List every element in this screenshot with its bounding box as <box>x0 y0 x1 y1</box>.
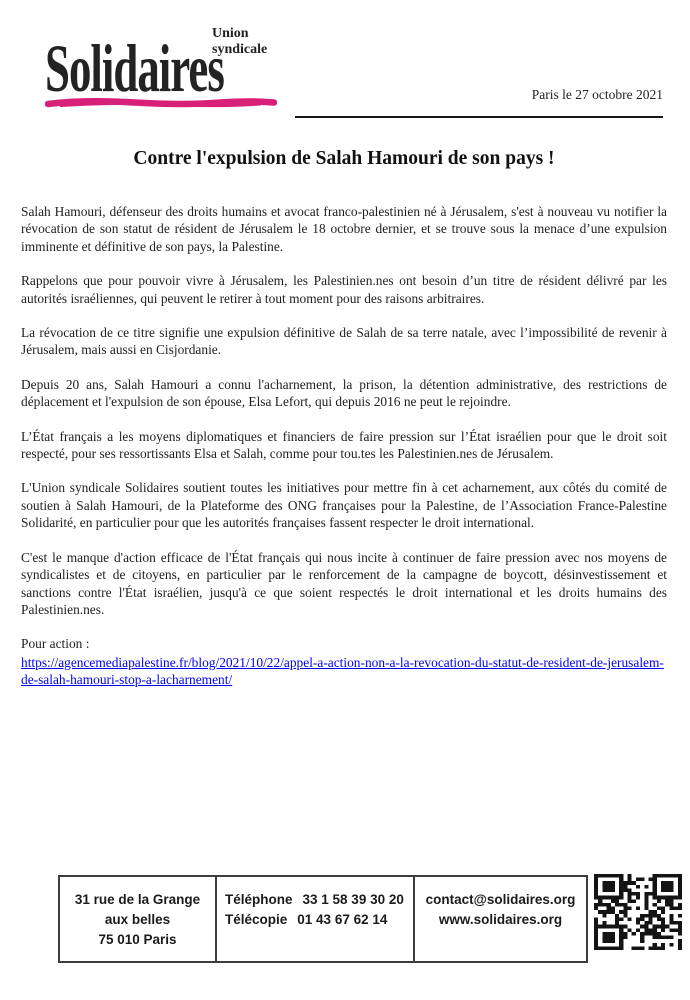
website-url: www.solidaires.org <box>438 912 563 927</box>
action-label: Pour action : <box>21 636 90 652</box>
body-paragraph: Rappelons que pour pouvoir vivre à Jérusalem, les Palestinien.nes ont besoin d’un titre de résident délivré par les autorités israéliennes, qui peuvent le retirer à tout moment pour des raisons arbitraires. <box>21 273 667 306</box>
page-title: Contre l'expulsion de Salah Hamouri de son pays ! <box>133 148 555 169</box>
logo-syndicale-line: syndicale <box>212 41 268 57</box>
address-line: 31 rue de la Grange <box>74 892 201 907</box>
address-line: aux belles <box>104 912 171 927</box>
footer-address-cell <box>60 877 215 961</box>
letter-body <box>21 203 667 689</box>
logo-union-line: Union <box>212 26 249 41</box>
body-paragraph: L’État français a les moyens diplomatiques et financiers de faire pression sur l’État israélien pour que le droit soit respecté, pour ses ressortissants Elsa et Salah, comme pour tou.tes les Palestinien.nes de Jérusalem. <box>21 428 667 462</box>
phone-row <box>225 890 413 910</box>
action-section <box>21 635 667 688</box>
body-paragraph: C'est le manque d'action efficace de l'État français qui nous incite à continuer de faire pression avec nos moyens de syndicalistes et de citoyens, en particulier par le renforcement de la campagne de boycott, désinvestissement et sanctions contre l'État israélien, jusqu'à ce que soient respectés le droit international et les droits humains des Palestinien.nes. <box>21 549 667 617</box>
logo-pink-underline <box>45 96 277 110</box>
fax-number: 01 43 67 62 14 <box>297 912 388 927</box>
footer-web-cell <box>415 877 586 961</box>
qr-code-icon <box>594 874 682 950</box>
solidaires-logo <box>45 22 285 114</box>
contact-email: contact@solidaires.org <box>425 892 576 907</box>
footer-phone-cell <box>215 877 415 961</box>
phone-label: Téléphone <box>225 892 293 907</box>
body-paragraph: Depuis 20 ans, Salah Hamouri a connu l'acharnement, la prison, la détention administrative, des restrictions de déplacement et l'expulsion de son épouse, Elsa Lefort, qui depuis 2016 ne peut le rejoindre. <box>21 376 667 410</box>
phone-number: 33 1 58 39 30 20 <box>302 892 404 907</box>
body-paragraph: L'Union syndicale Solidaires soutient toutes les initiatives pour mettre fin à cet acharnement, aux côtés du comité de soutien à Salah Hamouri, de la Plateforme des ONG françaises pour la Palestine, de l’Association France-Palestine Solidarité, en particulier pour que les autorités françaises fassent respecter le droit international. <box>21 480 667 531</box>
body-paragraph: Salah Hamouri, défenseur des droits humains et avocat franco-palestinien né à Jérusalem, s'est à nouveau vu notifier la révocation de son statut de résident de Jérusalem le 18 octobre dernier, et se trouve sous la menace d’une expulsion imminente et définitive de son pays, la Palestine. <box>21 204 667 254</box>
logo-wordmark: Solidaires <box>45 30 224 106</box>
action-link[interactable]: https://agencemediapalestine.fr/blog/2021/10/22/appel-a-action-non-a-la-revocation-du-statut-de-resident-de-jerusalem-de-salah-hamouri-stop-a-lacharnement/ <box>21 654 664 688</box>
fax-row <box>225 910 413 930</box>
body-paragraph: La révocation de ce titre signifie une expulsion définitive de Salah de sa terre natale, avec l’impossibilité de revenir à Jérusalem, mais aussi en Cisjordanie. <box>21 325 667 358</box>
footer-contact-table <box>58 875 588 963</box>
address-line: 75 010 Paris <box>98 932 177 947</box>
date-line: Paris le 27 octobre 2021 <box>531 87 663 102</box>
fax-label: Télécopie <box>225 912 288 927</box>
header-divider <box>295 116 663 118</box>
